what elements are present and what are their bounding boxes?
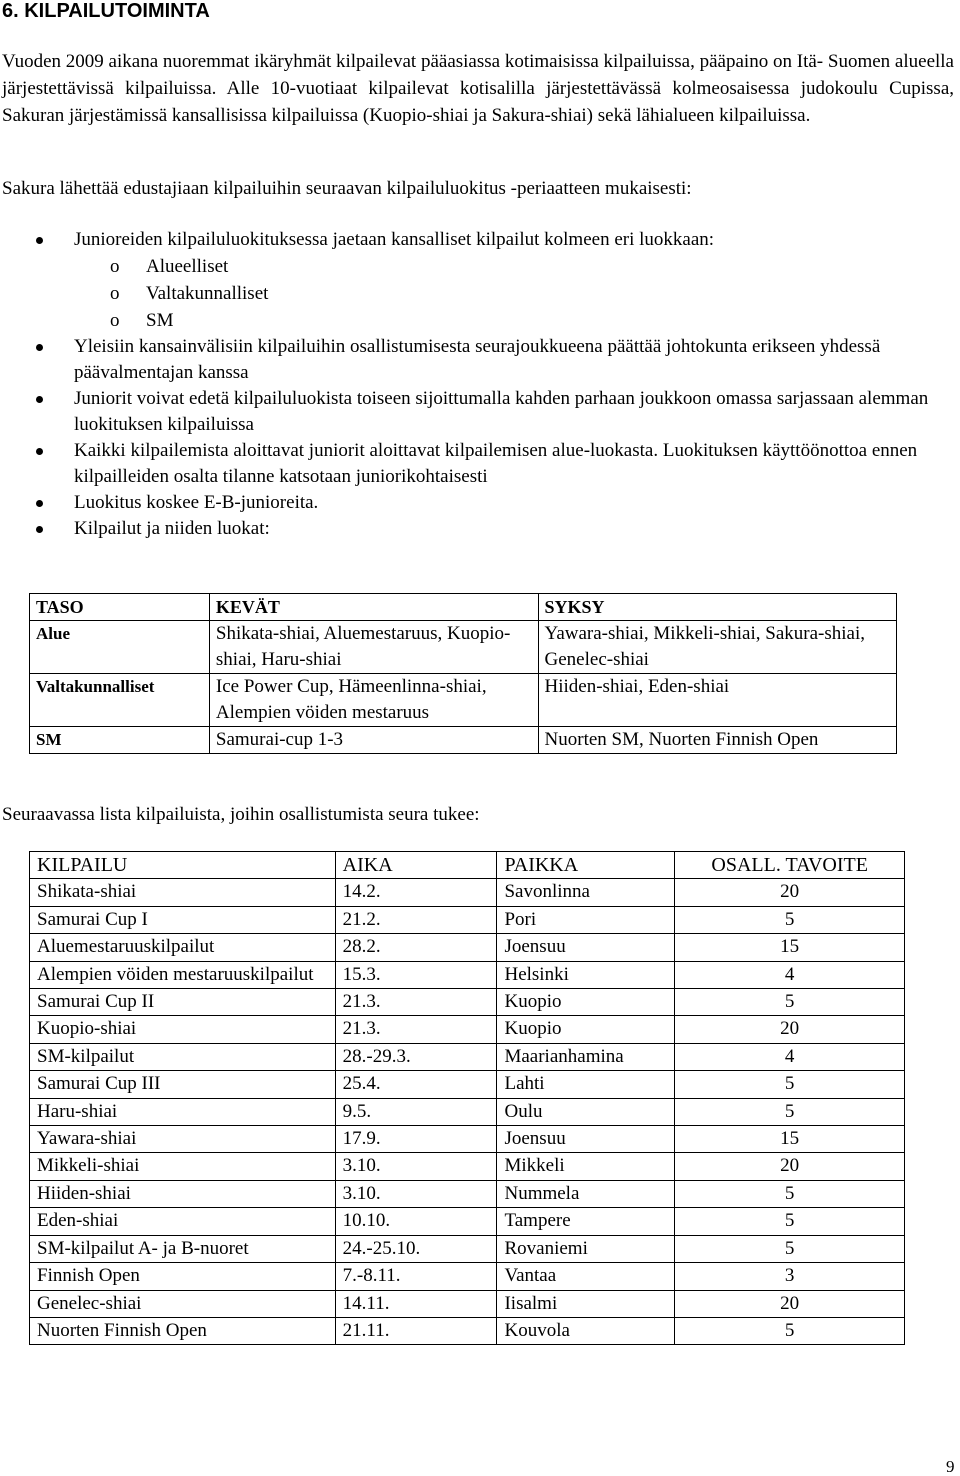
table-row <box>30 879 905 906</box>
table-row <box>30 727 897 754</box>
bullet-item <box>0 490 944 516</box>
table-row <box>30 906 905 933</box>
table-header-cell: AIKA <box>335 852 497 879</box>
table-cell: 3 <box>675 1263 905 1290</box>
table-row <box>30 1071 905 1098</box>
table-cell: Samurai Cup I <box>30 906 336 933</box>
bullet-item <box>0 227 944 253</box>
bullet-icon <box>36 526 43 533</box>
table-row <box>30 674 897 727</box>
table-cell: 15.3. <box>335 961 497 988</box>
sub-bullet-icon: o <box>110 310 120 331</box>
table-cell: 4 <box>675 1043 905 1070</box>
table-cell: Oulu <box>497 1098 675 1125</box>
sub-bullet-icon: o <box>110 256 120 277</box>
table-cell: Lahti <box>497 1071 675 1098</box>
table-cell: 20 <box>675 879 905 906</box>
table-header-cell: PAIKKA <box>497 852 675 879</box>
table-row <box>30 1208 905 1235</box>
table-cell: 14.11. <box>335 1290 497 1317</box>
competitions-table-body <box>30 852 905 1345</box>
table-cell: Savonlinna <box>497 879 675 906</box>
table-row <box>30 621 897 674</box>
page-number: 9 <box>946 1457 955 1476</box>
table-cell: Nuorten Finnish Open <box>30 1317 336 1344</box>
sub-item <box>0 280 950 307</box>
table-cell: 25.4. <box>335 1071 497 1098</box>
table-header-cell: KILPAILU <box>30 852 336 879</box>
table-cell: Samurai Cup II <box>30 989 336 1016</box>
table-cell: 10.10. <box>335 1208 497 1235</box>
table-cell: 20 <box>675 1290 905 1317</box>
table-cell: Shikata-shiai <box>30 879 336 906</box>
sub-item-text: Valtakunnalliset <box>146 283 269 304</box>
table-cell: Samurai-cup 1-3 <box>209 727 538 754</box>
table-cell: 5 <box>675 1317 905 1344</box>
table-cell: Finnish Open <box>30 1263 336 1290</box>
table-cell: 5 <box>675 1180 905 1207</box>
table-row <box>30 1043 905 1070</box>
table-row <box>30 1263 905 1290</box>
table-cell: Yawara-shiai, Mikkeli-shiai, Sakura-shiai, Genelec-shiai <box>538 621 896 674</box>
table-cell: 21.3. <box>335 989 497 1016</box>
table-cell: 21.2. <box>335 906 497 933</box>
table-cell: 20 <box>675 1016 905 1043</box>
table-cell: Kuopio-shiai <box>30 1016 336 1043</box>
bullet-text: Yleisiin kansainvälisiin kilpailuihin osallistumisesta seurajoukkueena päättää johtokunta erikseen yhdessä päävalmentajan kanssa <box>74 336 881 383</box>
table-cell: Eden-shiai <box>30 1208 336 1235</box>
table-cell: Iisalmi <box>497 1290 675 1317</box>
table-cell: 9.5. <box>335 1098 497 1125</box>
bullet-icon <box>36 500 43 507</box>
table-cell: Kouvola <box>497 1317 675 1344</box>
bullet-list <box>0 227 950 542</box>
table-cell: 5 <box>675 1071 905 1098</box>
bullet-icon <box>36 237 43 244</box>
bullet-text: Juniorit voivat edetä kilpailuluokista toiseen sijoittumalla kahden parhaan joukkoon omassa sarjassaan alemman luokituksen kilpailuissa <box>74 388 929 435</box>
table-row <box>30 989 905 1016</box>
table-cell: Nuorten SM, Nuorten Finnish Open <box>538 727 896 754</box>
bullet-text: Luokitus koskee E-B-junioreita. <box>74 492 319 513</box>
bullet-text: Kilpailut ja niiden luokat: <box>74 518 270 539</box>
levels-table <box>29 593 897 754</box>
table-cell: Joensuu <box>497 1126 675 1153</box>
table-cell: Kuopio <box>497 1016 675 1043</box>
table-cell: Samurai Cup III <box>30 1071 336 1098</box>
table-cell: Hiiden-shiai <box>30 1180 336 1207</box>
sub-item <box>0 307 950 334</box>
competitions-table <box>29 851 905 1345</box>
table-header-cell: TASO <box>30 594 210 621</box>
sub-item <box>0 253 950 280</box>
table-cell: Haru-shiai <box>30 1098 336 1125</box>
table-cell: Shikata-shiai, Aluemestaruus, Kuopio-shiai, Haru-shiai <box>209 621 538 674</box>
table-cell: Valtakunnalliset <box>30 674 210 727</box>
bullet-item <box>0 386 944 438</box>
table-cell: 24.-25.10. <box>335 1235 497 1262</box>
table-cell: Mikkeli <box>497 1153 675 1180</box>
table-row <box>30 1153 905 1180</box>
table-header-cell: OSALL. TAVOITE <box>675 852 905 879</box>
sub-item-text: Alueelliset <box>146 256 229 277</box>
table-row <box>30 1235 905 1262</box>
table-cell: Aluemestaruuskilpailut <box>30 934 336 961</box>
table-cell: 5 <box>675 1235 905 1262</box>
intro-paragraph: Vuoden 2009 aikana nuoremmat ikäryhmät kilpailevat pääasiassa kotimaisissa kilpailuissa, pääpaino on Itä- Suomen alueella järjestettävissä kilpailuissa. Alle 10-vuotiaat kilpailevat kotisalilla järjestettävässä kolmeosaisessa judokoulu Cupissa, Sakuran järjestämissä kansallisissa kilpailuissa (Kuopio-shiai ja Sakura-shiai) sekä lähialueen kilpailuissa. <box>2 51 954 126</box>
table-header-cell: KEVÄT <box>209 594 538 621</box>
table-cell: 17.9. <box>335 1126 497 1153</box>
bullet-text: Kaikki kilpailemista aloittavat juniorit aloittavat kilpailemisen alue-luokasta. Luokituksen käyttöönottoa ennen kilpailleiden osalta tilanne katsotaan juniorikohtaisesti <box>74 440 918 487</box>
table-cell: 21.11. <box>335 1317 497 1344</box>
table-row <box>30 961 905 988</box>
table-cell: Mikkeli-shiai <box>30 1153 336 1180</box>
sub-bullet-icon: o <box>110 283 120 304</box>
table-cell: Hiiden-shiai, Eden-shiai <box>538 674 896 727</box>
bullet-icon <box>36 396 43 403</box>
table-cell: Helsinki <box>497 961 675 988</box>
table-cell: 5 <box>675 1208 905 1235</box>
table-cell: 4 <box>675 961 905 988</box>
table-header-row <box>30 852 905 879</box>
bullet-text: Junioreiden kilpailuluokituksessa jaetaan kansalliset kilpailut kolmeen eri luokkaan: <box>74 229 715 250</box>
table-cell: 15 <box>675 934 905 961</box>
bullet-icon <box>36 448 43 455</box>
table-header-row <box>30 594 897 621</box>
table-cell: Ice Power Cup, Hämeenlinna-shiai, Alempien vöiden mestaruus <box>209 674 538 727</box>
bullet-item <box>0 516 944 542</box>
table-cell: SM-kilpailut <box>30 1043 336 1070</box>
table-cell: Tampere <box>497 1208 675 1235</box>
table-row <box>30 1290 905 1317</box>
table-row <box>30 934 905 961</box>
table-cell: 5 <box>675 906 905 933</box>
list-intro: Seuraavassa lista kilpailuista, joihin osallistumista seura tukee: <box>2 804 480 825</box>
table-cell: Joensuu <box>497 934 675 961</box>
table-cell: 15 <box>675 1126 905 1153</box>
table-cell: Vantaa <box>497 1263 675 1290</box>
table-row <box>30 1317 905 1344</box>
criteria-paragraph: Sakura lähettää edustajiaan kilpailuihin seuraavan kilpailuluokitus -periaatteen mukaisesti: <box>2 178 692 199</box>
table-cell: Pori <box>497 906 675 933</box>
table-cell: 21.3. <box>335 1016 497 1043</box>
bullet-icon <box>36 344 43 351</box>
table-cell: 14.2. <box>335 879 497 906</box>
table-cell: Rovaniemi <box>497 1235 675 1262</box>
table-cell: SM-kilpailut A- ja B-nuoret <box>30 1235 336 1262</box>
table-cell: 5 <box>675 989 905 1016</box>
table-cell: Alempien vöiden mestaruuskilpailut <box>30 961 336 988</box>
sub-item-text: SM <box>146 310 174 331</box>
table-cell: 20 <box>675 1153 905 1180</box>
table-cell: Kuopio <box>497 989 675 1016</box>
table-cell: Nummela <box>497 1180 675 1207</box>
bullet-item <box>0 334 944 386</box>
table-row <box>30 1016 905 1043</box>
table-cell: Alue <box>30 621 210 674</box>
table-cell: 28.2. <box>335 934 497 961</box>
table-cell: Maarianhamina <box>497 1043 675 1070</box>
table-row <box>30 1098 905 1125</box>
table-cell: 7.-8.11. <box>335 1263 497 1290</box>
table-cell: Genelec-shiai <box>30 1290 336 1317</box>
table-cell: 3.10. <box>335 1180 497 1207</box>
table-cell: 28.-29.3. <box>335 1043 497 1070</box>
table-row <box>30 1180 905 1207</box>
table-row <box>30 1126 905 1153</box>
table-header-cell: SYKSY <box>538 594 896 621</box>
section-heading: 6. KILPAILUTOIMINTA <box>2 0 210 22</box>
bullet-item <box>0 438 944 490</box>
table-cell: Yawara-shiai <box>30 1126 336 1153</box>
table-cell: 5 <box>675 1098 905 1125</box>
table-cell: 3.10. <box>335 1153 497 1180</box>
table-cell: SM <box>30 727 210 754</box>
